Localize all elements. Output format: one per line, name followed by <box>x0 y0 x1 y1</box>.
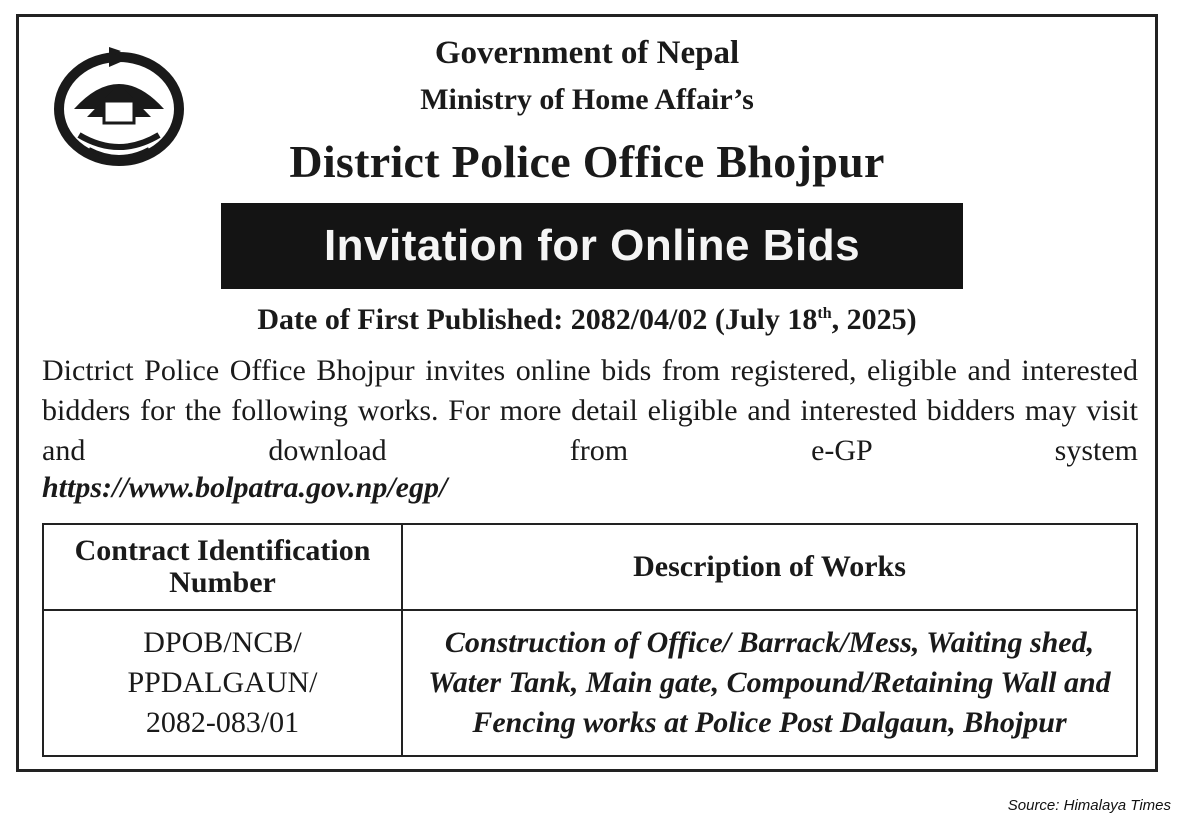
notice-banner <box>221 203 963 289</box>
government-title: Government of Nepal <box>434 35 740 71</box>
description-cell <box>402 610 1137 756</box>
egp-link[interactable]: https://www.bolpatra.gov.np/egp/ <box>42 471 448 504</box>
contract-id-line: 2082-083/01 <box>145 706 300 739</box>
header-description: Description of Works <box>402 524 1137 610</box>
works-table <box>42 523 1138 757</box>
banner-title: Invitation for Online Bids <box>323 221 861 270</box>
date-ad-end: , 2025) <box>831 303 917 336</box>
table-row <box>43 610 1137 756</box>
contract-id-cell <box>43 610 402 756</box>
source-credit: Source: Himalaya Times <box>1007 797 1171 814</box>
bid-notice <box>16 14 1158 772</box>
invitation-text: Dictrict Police Office Bhojpur invites online bids from registered, eligible and interested bidders for the following works. For more detail eligible and interested bidders may visit and download from e-GP system <box>42 354 1138 467</box>
contract-id-line: PPDALGAUN/ <box>127 666 318 699</box>
date-ad-prefix: (July 18 <box>714 303 818 336</box>
ministry-title: Ministry of Home Affair’s <box>420 83 754 116</box>
date-bs: 2082/04/02 <box>570 303 708 336</box>
header-contract-id: Contract Identification Number <box>43 524 402 610</box>
description-text: Construction of Office/ Barrack/Mess, Waiting shed, Water Tank, Main gate, Compound/Retaining Wall and Fencing works at Police Post Dalgaun, Bhojpur <box>428 626 1111 739</box>
table-header-row <box>43 524 1137 610</box>
contract-id-line: DPOB/NCB/ <box>143 626 302 659</box>
date-ad <box>715 303 917 336</box>
publication-date <box>19 303 1155 337</box>
date-label: Date of First Published: <box>257 303 571 336</box>
date-ad-suffix: th <box>817 305 832 322</box>
office-title: District Police Office Bhojpur <box>289 136 885 187</box>
